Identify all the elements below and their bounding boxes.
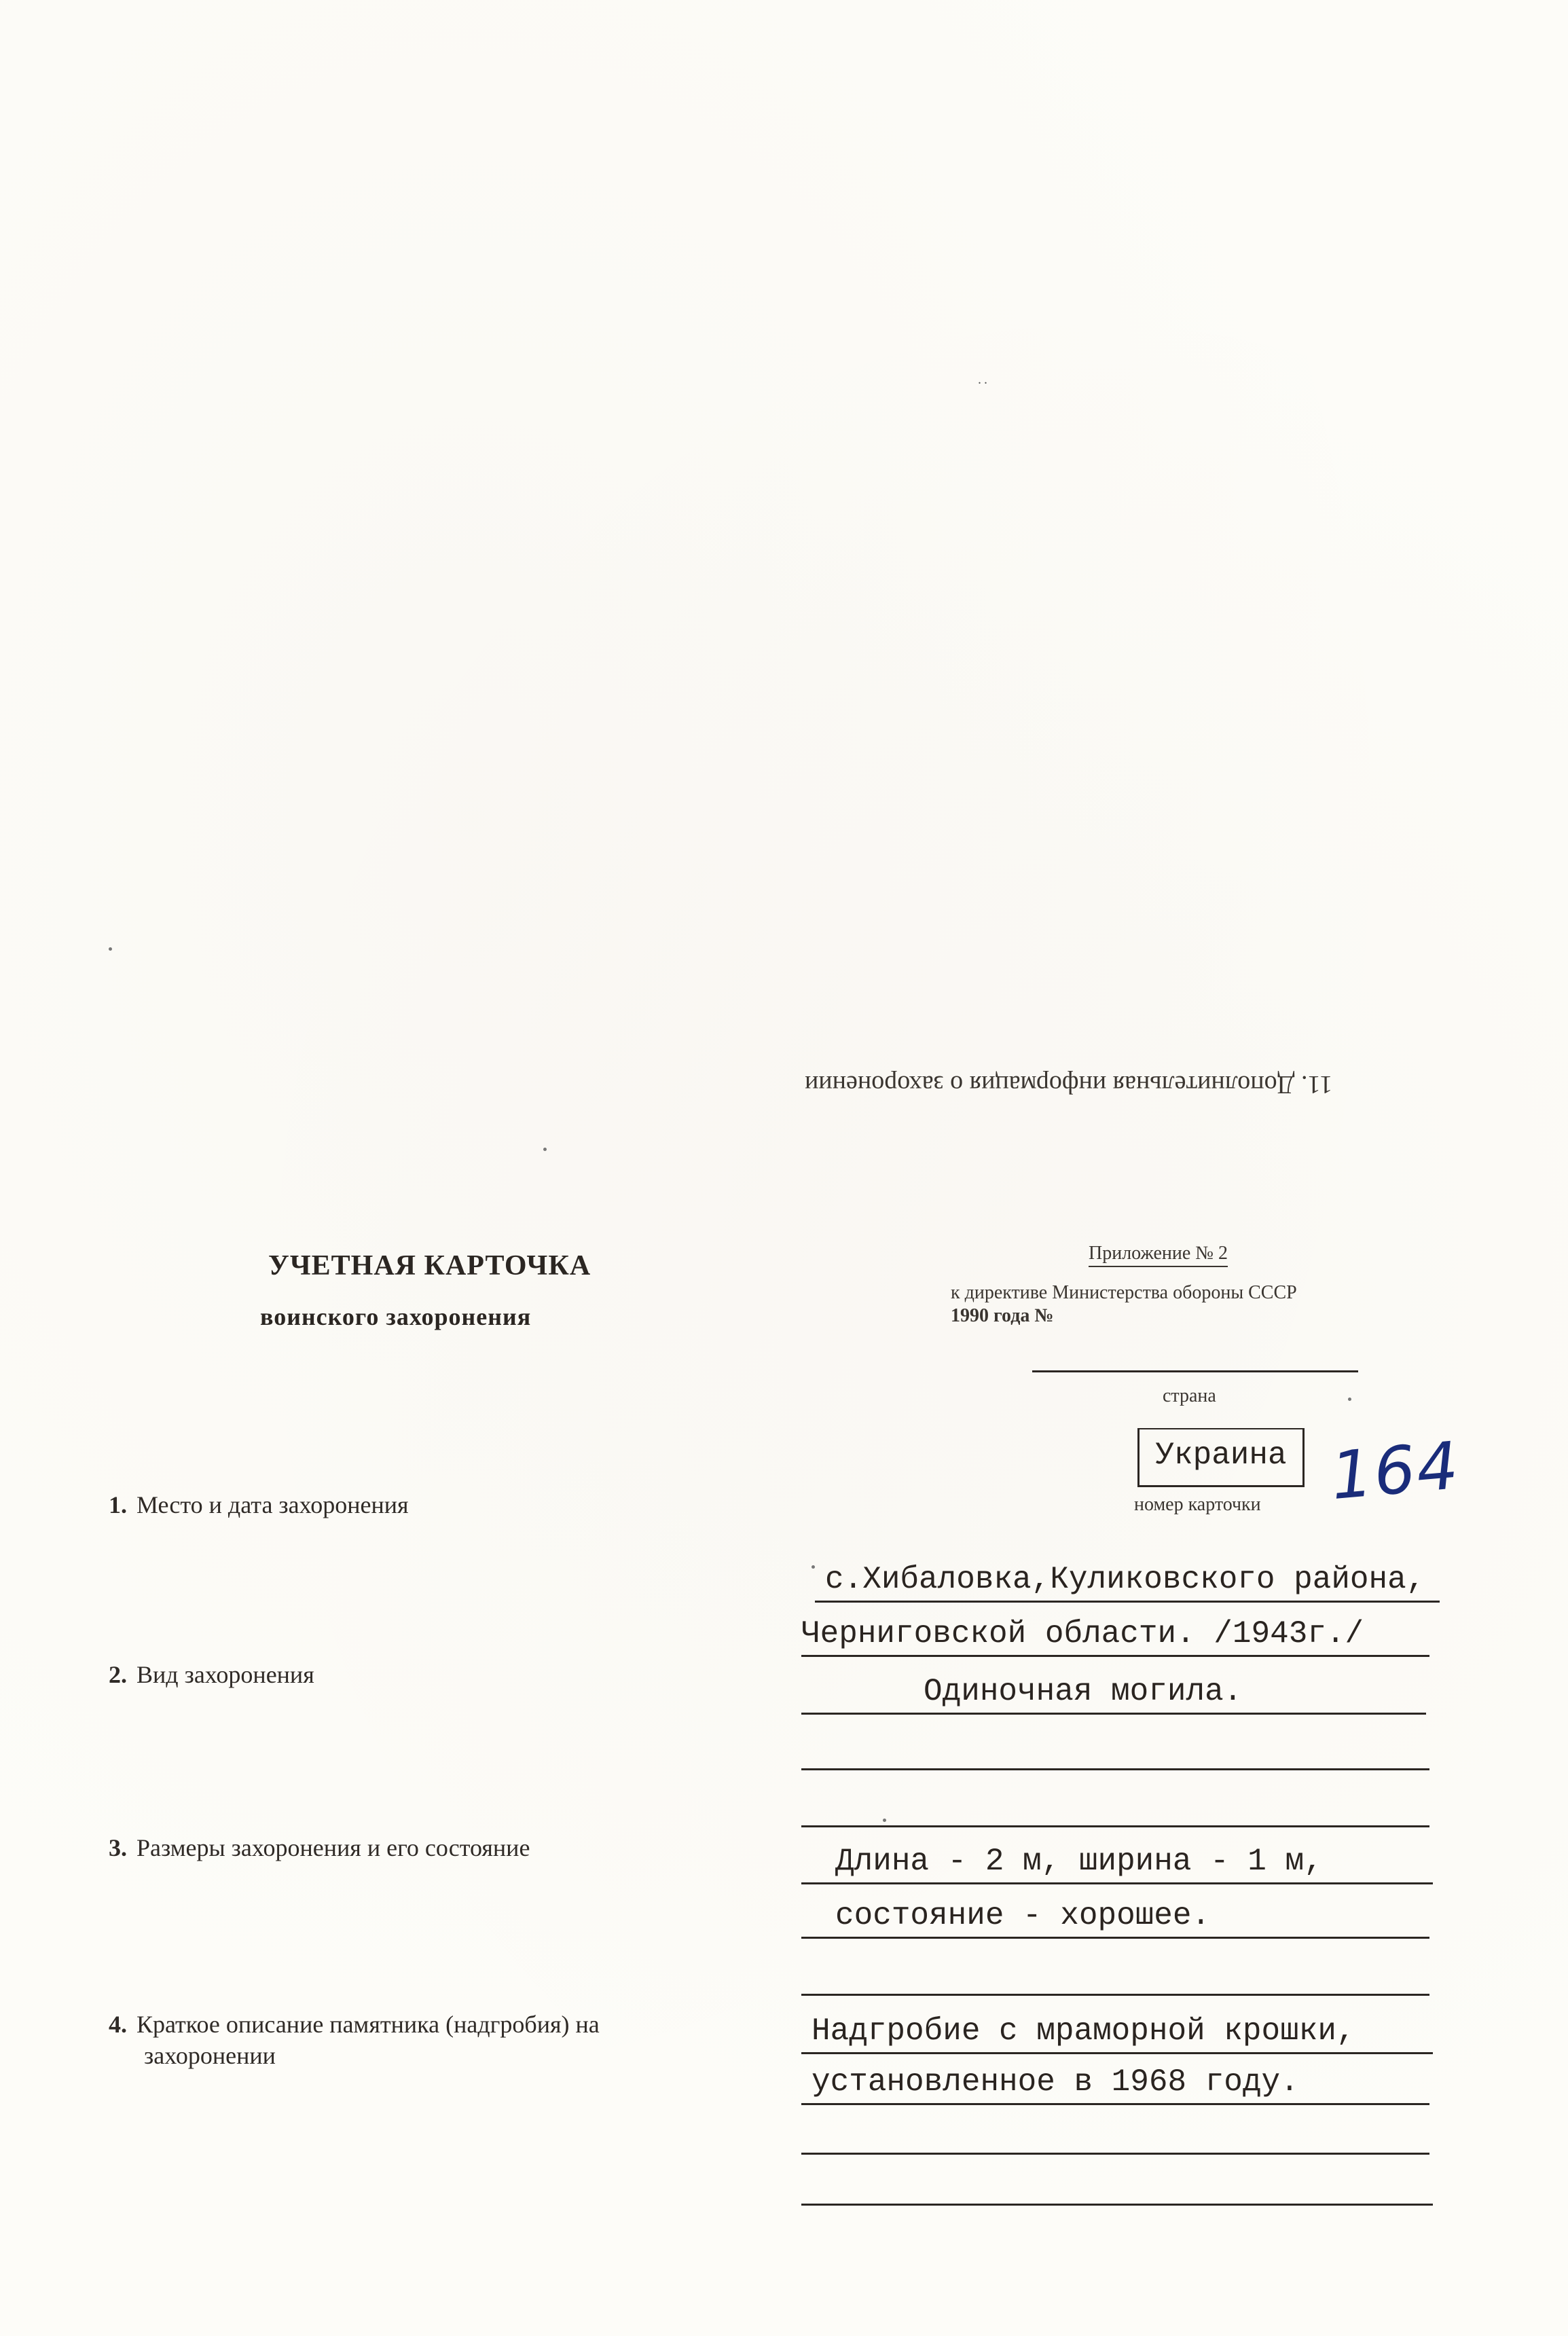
- field-1-rule-1: [815, 1601, 1440, 1603]
- speck: [812, 1565, 815, 1569]
- directive-year: 1990 года №: [951, 1305, 1054, 1326]
- speck: [883, 1819, 886, 1822]
- field-4-rule-4: [801, 2204, 1433, 2206]
- field-3-rule-2: [801, 1937, 1429, 1939]
- field-4-rule-1: [801, 2052, 1433, 2054]
- field-4-rule-2: [801, 2103, 1429, 2105]
- handwritten-card-number: 164: [1328, 1427, 1463, 1515]
- field-2-label: [109, 1660, 314, 1689]
- speck: [543, 1148, 547, 1151]
- field-number: 2.: [109, 1661, 127, 1688]
- field-4-label: [109, 2010, 600, 2039]
- field-1-rule-2: [801, 1655, 1429, 1657]
- field-2-line-1: Одиночная могила.: [924, 1674, 1243, 1709]
- card-subtitle: воинского захоронения: [260, 1303, 532, 1330]
- field-2-rule-3: [801, 1825, 1429, 1827]
- appendix-label: Приложение № 2: [1089, 1243, 1228, 1267]
- card-title: УЧЕТНАЯ КАРТОЧКА: [268, 1250, 591, 1281]
- speck: [109, 947, 112, 951]
- field-2-rule-1: [801, 1713, 1426, 1715]
- field-label-text: Размеры захоронения и его состояние: [136, 1834, 530, 1861]
- field-1-line-2: Черниговской области. /1943г./: [801, 1616, 1364, 1651]
- country-value-box: Украина: [1137, 1428, 1305, 1487]
- country-label: страна: [1163, 1385, 1216, 1406]
- field-3-line-2: состояние - хорошее.: [835, 1898, 1211, 1933]
- header-mark: ..: [978, 372, 990, 387]
- field-label-text: Место и дата захоронения: [136, 1491, 409, 1518]
- field-label-text: Краткое описание памятника (надгробия) на: [136, 2011, 600, 2038]
- field-3-rule-3: [801, 1994, 1429, 1996]
- directive-text: к директиве Министерства обороны СССР: [951, 1282, 1297, 1303]
- field-3-rule-1: [801, 1882, 1433, 1884]
- field-number: 1.: [109, 1491, 127, 1518]
- speck: [1348, 1398, 1351, 1401]
- card-number-label: номер карточки: [1134, 1494, 1261, 1515]
- field-1-line-1: с.Хибаловка,Куликовского района,: [825, 1562, 1425, 1597]
- field-3-label: [109, 1833, 530, 1862]
- field-2-rule-2: [801, 1768, 1429, 1770]
- field-4-line-1: Надгробие с мраморной крошки,: [812, 2013, 1355, 2049]
- field-number: 4.: [109, 2011, 127, 2038]
- mirrored-bleed-through-text: 11. Дополнительная информация о захоронении: [805, 1070, 1333, 1099]
- field-4-label-continued: захоронении: [144, 2042, 276, 2069]
- field-3-line-1: Длина - 2 м, ширина - 1 м,: [835, 1844, 1323, 1879]
- field-label-text: Вид захоронения: [136, 1661, 314, 1688]
- field-4-line-2: установленное в 1968 году.: [812, 2064, 1299, 2100]
- field-number: 3.: [109, 1834, 127, 1861]
- field-4-rule-3: [801, 2153, 1429, 2155]
- field-1-label: [109, 1491, 409, 1519]
- country-top-rule: [1032, 1370, 1358, 1372]
